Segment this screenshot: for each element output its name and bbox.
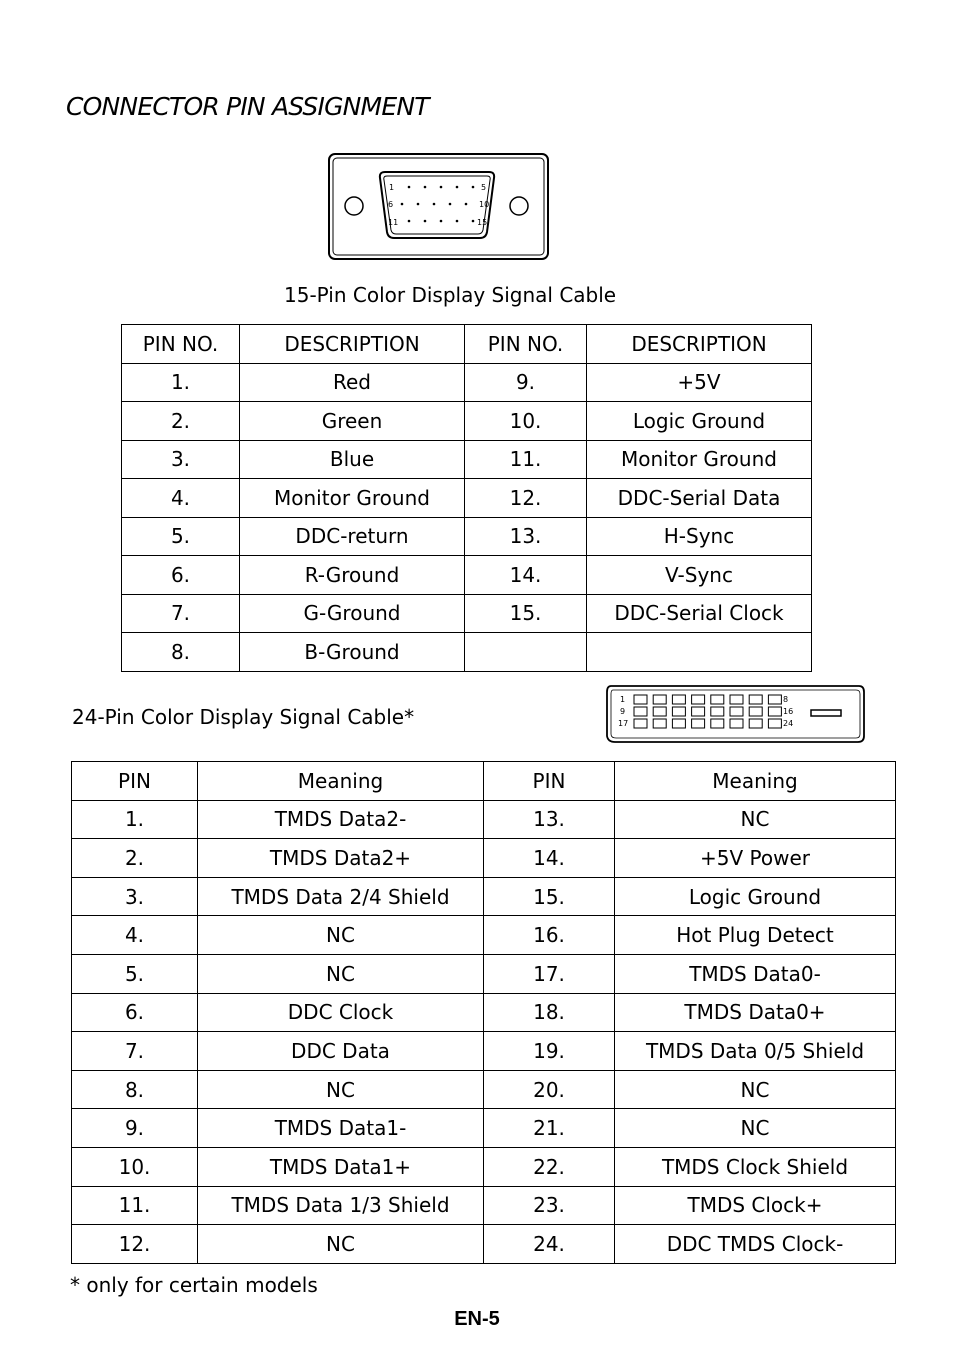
column-header: PIN xyxy=(72,762,198,801)
dvi-pin xyxy=(768,695,781,704)
table15-caption: 15-Pin Color Display Signal Cable xyxy=(284,283,617,307)
table-header-row xyxy=(72,762,896,801)
pin-description-cell: NC xyxy=(198,1070,484,1109)
pin-description-cell: DDC-Serial Clock xyxy=(587,594,812,633)
pin-description-cell: NC xyxy=(198,916,484,955)
table-row xyxy=(72,800,896,839)
dvi-pin xyxy=(653,719,666,728)
pin-number-cell: 15. xyxy=(465,594,587,633)
pin-number-cell: 7. xyxy=(72,1032,198,1071)
table-row xyxy=(72,839,896,878)
pin-description-cell: NC xyxy=(615,800,896,839)
pin-number-cell: 18. xyxy=(484,993,615,1032)
table-row xyxy=(72,877,896,916)
pin-number-cell: 2. xyxy=(72,839,198,878)
pin-description-cell: Monitor Ground xyxy=(587,440,812,479)
dvi-pin xyxy=(711,719,724,728)
pin-number-cell: 3. xyxy=(122,440,240,479)
table-row xyxy=(122,633,812,672)
vga-pin-label: 5 xyxy=(481,183,487,192)
dvi-pin xyxy=(634,695,647,704)
pin-table-24 xyxy=(71,761,896,1264)
dvi-pin xyxy=(653,707,666,716)
pin-number-cell: 16. xyxy=(484,916,615,955)
table-row xyxy=(72,954,896,993)
pin-number-cell: 1. xyxy=(72,800,198,839)
column-header: DESCRIPTION xyxy=(240,325,465,364)
pin-number-cell: 14. xyxy=(484,839,615,878)
pin-description-cell: TMDS Data0+ xyxy=(615,993,896,1032)
dvi-pin-label: 16 xyxy=(783,707,794,716)
dvi-pin xyxy=(692,707,705,716)
pin-description-cell: Hot Plug Detect xyxy=(615,916,896,955)
vga-pin-label: 1 xyxy=(389,183,395,192)
pin-description-cell: Monitor Ground xyxy=(240,479,465,518)
pin-number-cell: 12. xyxy=(465,479,587,518)
pin-number-cell: 21. xyxy=(484,1109,615,1148)
table-row xyxy=(122,440,812,479)
dvi-pin xyxy=(672,695,685,704)
column-header: PIN xyxy=(484,762,615,801)
table-row xyxy=(72,1147,896,1186)
dvi-pin xyxy=(749,695,762,704)
pin-description-cell: V-Sync xyxy=(587,556,812,595)
dvi-pin xyxy=(730,695,743,704)
pin-number-cell: 6. xyxy=(72,993,198,1032)
dvi-pin xyxy=(711,707,724,716)
pin-description-cell: Logic Ground xyxy=(587,402,812,441)
pin-number-cell: 9. xyxy=(465,363,587,402)
footnote: * only for certain models xyxy=(70,1273,318,1297)
pin-description-cell: TMDS Data 1/3 Shield xyxy=(198,1186,484,1225)
pin-table-15 xyxy=(121,324,812,672)
dvi-connector-icon xyxy=(605,684,867,746)
pin-number-cell: 5. xyxy=(122,517,240,556)
table-row xyxy=(72,1109,896,1148)
column-header: DESCRIPTION xyxy=(587,325,812,364)
table-row xyxy=(122,479,812,518)
pin-description-cell: Green xyxy=(240,402,465,441)
column-header: Meaning xyxy=(615,762,896,801)
pin-description-cell: H-Sync xyxy=(587,517,812,556)
dvi-pin-label: 17 xyxy=(618,719,629,728)
dvi-pin xyxy=(730,719,743,728)
dvi-pin xyxy=(749,719,762,728)
pin-description-cell: TMDS Data1+ xyxy=(198,1147,484,1186)
pin-number-cell: 11. xyxy=(72,1186,198,1225)
dvi-pin xyxy=(711,695,724,704)
pin-number-cell: 15. xyxy=(484,877,615,916)
column-header: PIN NO. xyxy=(122,325,240,364)
table-header-row xyxy=(122,325,812,364)
table-row xyxy=(72,1032,896,1071)
table-row xyxy=(72,1070,896,1109)
pin-number-cell: 13. xyxy=(484,800,615,839)
pin-number-cell: 3. xyxy=(72,877,198,916)
pin-number-cell: 7. xyxy=(122,594,240,633)
pin-description-cell: G-Ground xyxy=(240,594,465,633)
vga-connector-icon xyxy=(327,152,551,262)
pin-number-cell: 1. xyxy=(122,363,240,402)
dvi-pin-label: 1 xyxy=(620,695,626,704)
dvi-pin-label: 9 xyxy=(620,707,626,716)
vga-pin-label: 10 xyxy=(479,200,490,209)
pin-description-cell xyxy=(587,633,812,672)
pin-description-cell: NC xyxy=(198,954,484,993)
vga-pin-label: 15 xyxy=(477,218,488,227)
pin-description-cell: TMDS Data 2/4 Shield xyxy=(198,877,484,916)
dvi-pin-label: 24 xyxy=(783,719,794,728)
pin-description-cell: NC xyxy=(615,1109,896,1148)
pin-description-cell: +5V xyxy=(587,363,812,402)
table-row xyxy=(72,1186,896,1225)
column-header: PIN NO. xyxy=(465,325,587,364)
pin-number-cell: 19. xyxy=(484,1032,615,1071)
dvi-pin xyxy=(749,707,762,716)
pin-number-cell: 8. xyxy=(122,633,240,672)
pin-number-cell: 6. xyxy=(122,556,240,595)
pin-description-cell: TMDS Data2- xyxy=(198,800,484,839)
dvi-pin xyxy=(692,719,705,728)
pin-number-cell: 8. xyxy=(72,1070,198,1109)
pin-description-cell: DDC-return xyxy=(240,517,465,556)
pin-number-cell xyxy=(465,633,587,672)
pin-description-cell: TMDS Data1- xyxy=(198,1109,484,1148)
pin-description-cell: Blue xyxy=(240,440,465,479)
dvi-pin xyxy=(730,707,743,716)
pin-number-cell: 23. xyxy=(484,1186,615,1225)
dvi-pin xyxy=(692,695,705,704)
pin-description-cell: Red xyxy=(240,363,465,402)
pin-number-cell: 10. xyxy=(72,1147,198,1186)
pin-description-cell: DDC-Serial Data xyxy=(587,479,812,518)
pin-number-cell: 4. xyxy=(122,479,240,518)
pin-number-cell: 13. xyxy=(465,517,587,556)
pin-number-cell: 4. xyxy=(72,916,198,955)
pin-number-cell: 22. xyxy=(484,1147,615,1186)
pin-description-cell: DDC Clock xyxy=(198,993,484,1032)
table-row xyxy=(72,1225,896,1264)
table-row xyxy=(72,916,896,955)
table-row xyxy=(122,402,812,441)
dvi-pin xyxy=(634,719,647,728)
table-row xyxy=(72,993,896,1032)
pin-description-cell: TMDS Data2+ xyxy=(198,839,484,878)
pin-description-cell: R-Ground xyxy=(240,556,465,595)
page-number: EN-5 xyxy=(454,1308,500,1330)
pin-number-cell: 14. xyxy=(465,556,587,595)
pin-description-cell: +5V Power xyxy=(615,839,896,878)
pin-description-cell: Logic Ground xyxy=(615,877,896,916)
pin-number-cell: 24. xyxy=(484,1225,615,1264)
vga-pin-label: 6 xyxy=(388,200,394,209)
pin-description-cell: NC xyxy=(615,1070,896,1109)
dvi-pin xyxy=(653,695,666,704)
table-row xyxy=(122,363,812,402)
pin-number-cell: 20. xyxy=(484,1070,615,1109)
pin-description-cell: NC xyxy=(198,1225,484,1264)
table-row xyxy=(122,556,812,595)
pin-description-cell: TMDS Clock Shield xyxy=(615,1147,896,1186)
pin-description-cell: DDC TMDS Clock- xyxy=(615,1225,896,1264)
table-row xyxy=(122,517,812,556)
dvi-pin xyxy=(768,719,781,728)
pin-number-cell: 5. xyxy=(72,954,198,993)
dvi-pin xyxy=(634,707,647,716)
pin-number-cell: 9. xyxy=(72,1109,198,1148)
dvi-pin-label: 8 xyxy=(783,695,789,704)
pin-description-cell: TMDS Data 0/5 Shield xyxy=(615,1032,896,1071)
dvi-pin xyxy=(768,707,781,716)
pin-description-cell: TMDS Data0- xyxy=(615,954,896,993)
dvi-pin xyxy=(672,719,685,728)
pin-number-cell: 12. xyxy=(72,1225,198,1264)
vga-pin-label: 11 xyxy=(388,218,399,227)
table-row xyxy=(122,594,812,633)
page-title: CONNECTOR PIN ASSIGNMENT xyxy=(66,92,429,121)
dvi-pin xyxy=(672,707,685,716)
pin-number-cell: 10. xyxy=(465,402,587,441)
pin-number-cell: 11. xyxy=(465,440,587,479)
pin-number-cell: 17. xyxy=(484,954,615,993)
pin-description-cell: B-Ground xyxy=(240,633,465,672)
pin-number-cell: 2. xyxy=(122,402,240,441)
pin-description-cell: TMDS Clock+ xyxy=(615,1186,896,1225)
column-header: Meaning xyxy=(198,762,484,801)
table24-caption: 24-Pin Color Display Signal Cable* xyxy=(72,705,415,729)
pin-description-cell: DDC Data xyxy=(198,1032,484,1071)
